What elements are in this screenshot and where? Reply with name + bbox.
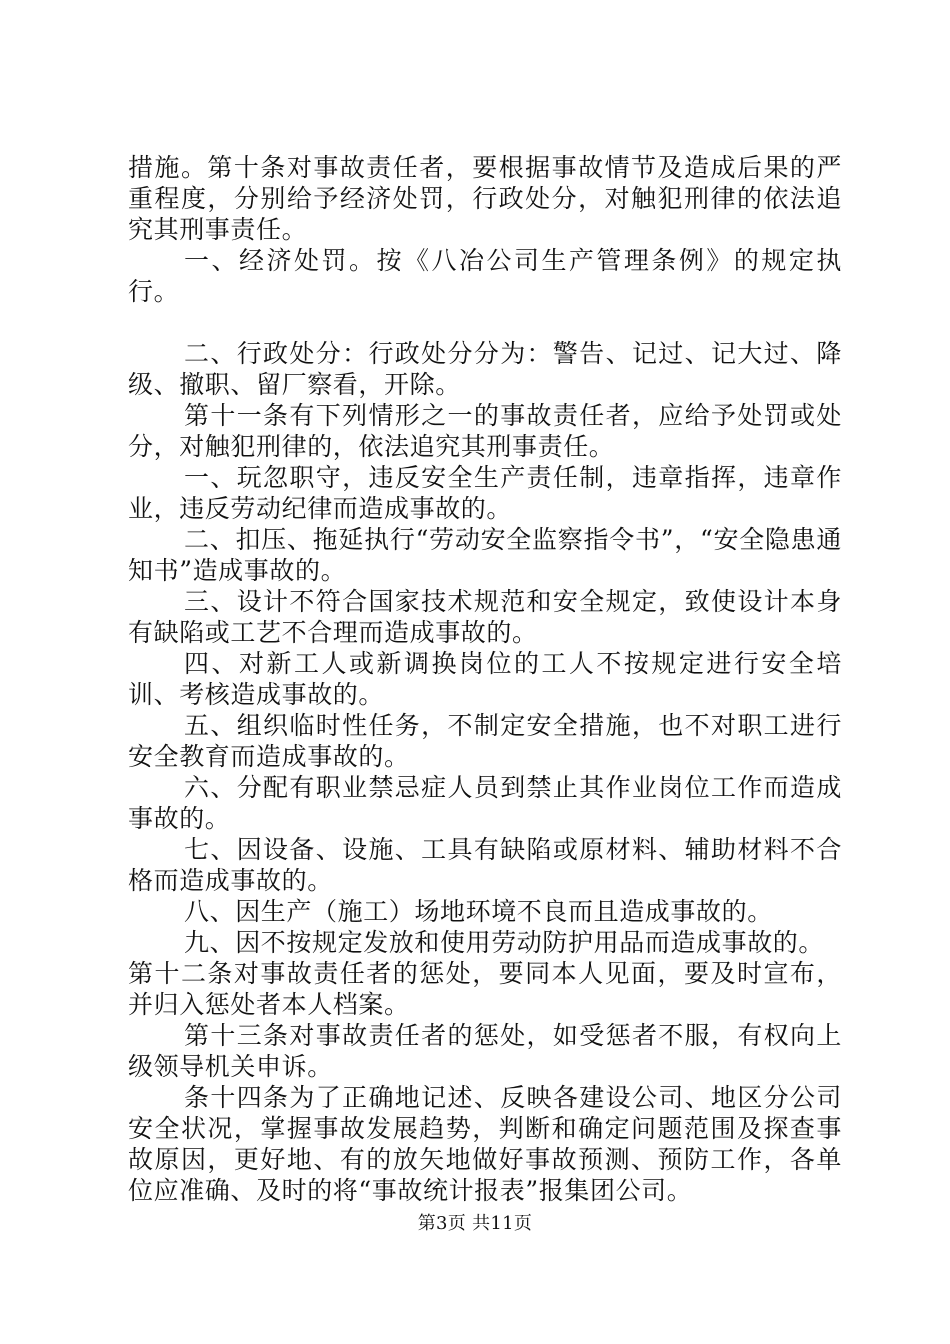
paragraph: 条十四条为了正确地记述、反映各建设公司、地区分公司安全状况，掌握事故发展趋势，判断和确定问题范围及探查事故原因，更好地、有的放矢地做好事故预测、预防工作，各单位应准确、及时的将“事故统计报表”报集团公司。 [128, 1083, 842, 1205]
paragraph: 七、因设备、设施、工具有缺陷或原材料、辅助材料不合格而造成事故的。 [128, 835, 842, 895]
paragraph: 二、扣压、拖延执行“劳动安全监察指令书”，“安全隐患通知书”造成事故的。 [128, 525, 842, 585]
paragraph: 八、因生产（施工）场地环境不良而且造成事故的。 [184, 897, 773, 926]
page-footer [0, 1213, 950, 1235]
paragraph: 三、设计不符合国家技术规范和安全规定，致使设计本身有缺陷或工艺不合理而造成事故的。 [128, 587, 842, 647]
paragraph: 第十三条对事故责任者的惩处，如受惩者不服，有权向上级领导机关申诉。 [128, 1021, 842, 1081]
blank-line [128, 307, 842, 338]
paragraph: 二、行政处分：行政处分分为：警告、记过、记大过、降级、撤职、留厂察看，开除。 [128, 339, 842, 399]
paragraph: 第十一条有下列情形之一的事故责任者，应给予处罚或处分，对触犯刑律的，依法追究其刑事责任。 [128, 401, 842, 461]
paragraph: 措施。第十条对事故责任者，要根据事故情节及造成后果的严重程度，分别给予经济处罚，行政处分，对触犯刑律的依法追究其刑事责任。 [128, 153, 842, 244]
page-number: 第3页 共11页 [417, 1213, 533, 1234]
paragraph: 五、组织临时性任务，不制定安全措施，也不对职工进行安全教育而造成事故的。 [128, 711, 842, 771]
paragraph: 第十二条对事故责任者的惩处，要同本人见面，要及时宣布，并归入惩处者本人档案。 [128, 959, 842, 1019]
paragraph: 四、对新工人或新调换岗位的工人不按规定进行安全培训、考核造成事故的。 [128, 649, 842, 709]
paragraph: 九、因不按规定发放和使用劳动防护用品而造成事故的。 [184, 928, 825, 957]
paragraph: 一、经济处罚。按《八冶公司生产管理条例》的规定执行。 [128, 246, 842, 306]
paragraph: 六、分配有职业禁忌症人员到禁止其作业岗位工作而造成事故的。 [128, 773, 842, 833]
document-body [128, 152, 842, 1206]
paragraph: 一、玩忽职守，违反安全生产责任制，违章指挥，违章作业，违反劳动纪律而造成事故的。 [128, 463, 842, 523]
